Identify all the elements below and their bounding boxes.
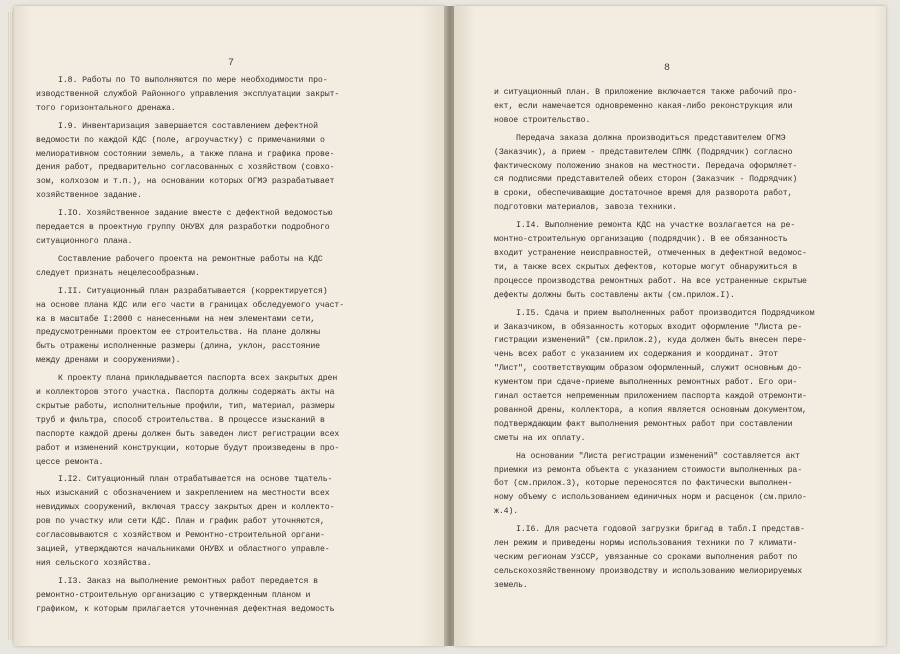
text-line: ремонтно-строительную организацию с утвержденным планом и [36, 590, 311, 600]
text-line: I.I5. Сдача и прием выполненных работ производится Подрядчиком [516, 308, 815, 318]
text-line: фактическому положению знаков на местности. Передача оформляет- [494, 161, 798, 171]
text-line: подтверждающим факт выполнения ремонтных работ при составлении [494, 419, 793, 429]
text-line: предусмотренными проектом ее строительства. На плане должны [36, 328, 320, 338]
text-line: земель. [494, 580, 528, 590]
text-line: приемки из ремонта объекта с указанием стоимости выполненных ра- [494, 465, 803, 475]
text-line: согласовываются с хозяйством и Ремонтно-строительной органи- [36, 531, 325, 541]
text-line: работ и изменений конструкции, которые будут произведены в про- [36, 443, 340, 453]
left-page [14, 6, 446, 646]
text-line: передается в проектную группу ОНУВХ для разработки подробного [36, 223, 330, 233]
text-line: хозяйственное задание. [36, 191, 142, 201]
text-line: I.I4. Выполнение ремонта КДС на участке возлагается на ре- [516, 221, 796, 231]
text-line: I.9. Инвентаризация завершается составлением дефектной [58, 121, 318, 131]
text-line: ческим регионам УзССР, увязанные со сроками выполнения работ по [494, 553, 798, 562]
text-line: I.8. Работы по ТО выполняются по мере необходимости про- [58, 76, 328, 85]
text-line: I.I2. Ситуационный план отрабатывается на основе тщатель- [58, 475, 333, 485]
text-line: ному объему с использованием единичных норм и расценок (см.прило- [494, 493, 807, 503]
text-line: зом, колхозом и т.п.), на основании которых ОГМЭ разрабатывает [36, 177, 335, 187]
text-line: чень всех работ с указанием их содержания и координат. Этот [494, 350, 778, 360]
text-line: мелиоративном состоянии земель, а также плана и графика прове- [36, 149, 335, 159]
text-line: сельскохозяйственному производству и использованию мелиорируемых [494, 566, 803, 576]
text-line: гинал остается непременным приложением паспорта каждой отремонти- [494, 392, 807, 402]
text-line: между дренами и сооружениями). [36, 356, 181, 366]
book-spread [14, 6, 886, 646]
text-line: скрытые работы, исполнительные профили, тип, материал, размеры [36, 401, 335, 411]
text-line: того горизонтального дренажа. [36, 103, 176, 113]
text-line: ситуационного плана. [36, 236, 133, 246]
text-line: (Заказчик), а прием - представителем СПМК (Подрядчик) согласно [494, 147, 793, 157]
text-line: ведомости по каждой КДС (поле, агроучастку) с примечаниями о [36, 135, 325, 145]
text-line: на основе плана КДС или его части в границах обследуемого участ- [36, 300, 345, 310]
text-line: и коллекторов этого участка. Паспорта должны содержать акты на [36, 388, 335, 398]
text-line: ект, если намечается одновременно какая-либо реконструкция или [494, 101, 793, 111]
text-line: цессе ремонта. [36, 457, 104, 467]
text-line: кументом при сдаче-приеме выполненных ремонтных работ. Его ори- [494, 378, 798, 388]
text-line: На основании "Листа регистрации изменений" составляется акт [516, 451, 800, 461]
page-body [36, 74, 344, 617]
text-line: монтно-строительную организацию (подрядчик). В ее обязанность [494, 235, 788, 245]
text-line: в сроки, обеспечивающие достаточное время для разворота работ, [494, 189, 793, 199]
text-line: гистрации изменений" (см.прилож.2), куда должен быть внесен пере- [494, 336, 807, 346]
text-line: К проекту плана прикладывается паспорта всех закрытых дрен [58, 374, 338, 384]
text-line: ти, а также всех скрытых дефектов, которые могут обнаружиться в [494, 262, 798, 272]
text-line: входит устранение неисправностей, отмеченных в дефектной ведомос- [494, 248, 807, 258]
text-line: ров по участку или сети КДС. План и график работ уточняются, [36, 517, 325, 527]
text-line: невидимых сооружений, включая трассу закрытых дрен и коллекто- [36, 503, 335, 513]
text-line: I.IO. Хозяйственное задание вместе с дефектной ведомостью [58, 209, 333, 219]
text-line: дения работ, предварительно согласованных с хозяйством (совхо- [36, 163, 335, 173]
text-line: "Лист", соответствующим образом оформленный, служит основным до- [494, 364, 803, 374]
text-line: процессе производства ремонтных работ. На все устраненные скрытые [494, 276, 807, 286]
page-body [494, 86, 814, 593]
text-line: I.II. Ситуационный план разрабатывается (корректируется) [58, 286, 328, 296]
text-line: дефекты должны быть составлены акты (см.прилож.I). [494, 290, 735, 300]
text-line: ка в масштабе I:2000 с нанесенными на нем элементами сети, [36, 314, 316, 324]
text-line: сметы на их оплату. [494, 433, 586, 443]
page-number: 8 [664, 63, 671, 74]
text-line: бот (см.прилож.3), которые переносятся по фактически выполнен- [494, 479, 793, 489]
text-line: I.I3. Заказ на выполнение ремонтных работ передается в [58, 576, 318, 586]
text-line: следует признать нецелесообразным. [36, 268, 200, 278]
text-line: паспорте каждой дрены должен быть заведен лист регистрации всех [36, 429, 340, 439]
text-line: и ситуационный план. В приложение включается также рабочий про- [494, 88, 798, 97]
text-line: и Заказчиком, в обязанность которых входит оформление "Листа ре- [494, 322, 803, 332]
text-line: Составление рабочего проекта на ремонтные работы на КДС [58, 254, 323, 264]
text-line: ния сельского хозяйства. [36, 558, 152, 568]
page-number: 7 [228, 58, 235, 69]
text-line: графиком, к которым прилагается уточненная дефектная ведомость [36, 604, 335, 614]
text-line: изводственной службой Районного управления эксплуатации закрыт- [36, 89, 340, 99]
text-line: ся подписями представителей обеих сторон (Заказчик - Подрядчик) [494, 175, 798, 185]
text-line: новое строительство. [494, 115, 591, 125]
text-line: труб и фильтра, способ строительства. В процессе изысканий в [36, 415, 325, 425]
text-line: зацией, утверждаются начальниками ОНУВХ и областного управле- [36, 545, 330, 554]
text-line: ж.4). [494, 507, 519, 517]
text-line: рованной дрены, коллектора, а копия является основным документом, [494, 405, 807, 415]
text-line: Передача заказа должна производиться представителем ОГМЭ [516, 133, 786, 143]
text-line: I.I6. Для расчета годовой загрузки бригад в табл.I представ- [516, 525, 805, 535]
right-page [454, 6, 886, 646]
text-line: ных изысканий с обозначением и закреплением на местности всех [36, 489, 330, 499]
text-line: лен режим и приведены нормы использования техники по 7 климати- [494, 539, 798, 549]
text-line: быть отражены исполненные размеры (длина, уклон, расстояние [36, 342, 320, 352]
text-line: подготовки материалов, завоза техники. [494, 203, 677, 213]
